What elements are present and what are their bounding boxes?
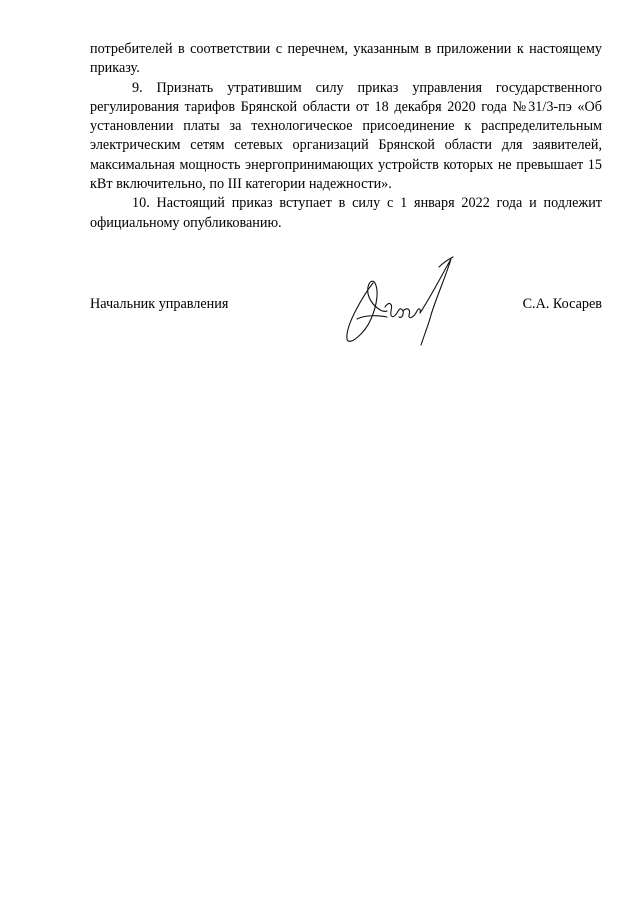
signatory-position: Начальник управления [90, 296, 229, 312]
document-body [90, 40, 602, 233]
paragraph-item-9: 9. Признать утратившим силу приказ управления государственного регулирования тарифов Брянской области от 18 декабря 2020 года №31/3-пэ «Об установлении платы за технологическое присоединение к распределительным электрическим сетям сетевых организаций Брянской области для заявителей, максимальная мощность энергопринимающих устройств которых не превышает 15 кВт включительно, по III категории надежности». [90, 79, 602, 193]
paragraph-item-10: 10. Настоящий приказ вступает в силу с 1 января 2022 года и подлежит официальному опубликованию. [90, 195, 602, 231]
signatory-name: С.А. Косарев [522, 296, 602, 312]
signature-block [90, 290, 602, 350]
handwritten-signature [335, 253, 465, 348]
paragraph-continuation: потребителей в соответствии с перечнем, указанным в приложении к настоящему приказу. [90, 41, 602, 77]
